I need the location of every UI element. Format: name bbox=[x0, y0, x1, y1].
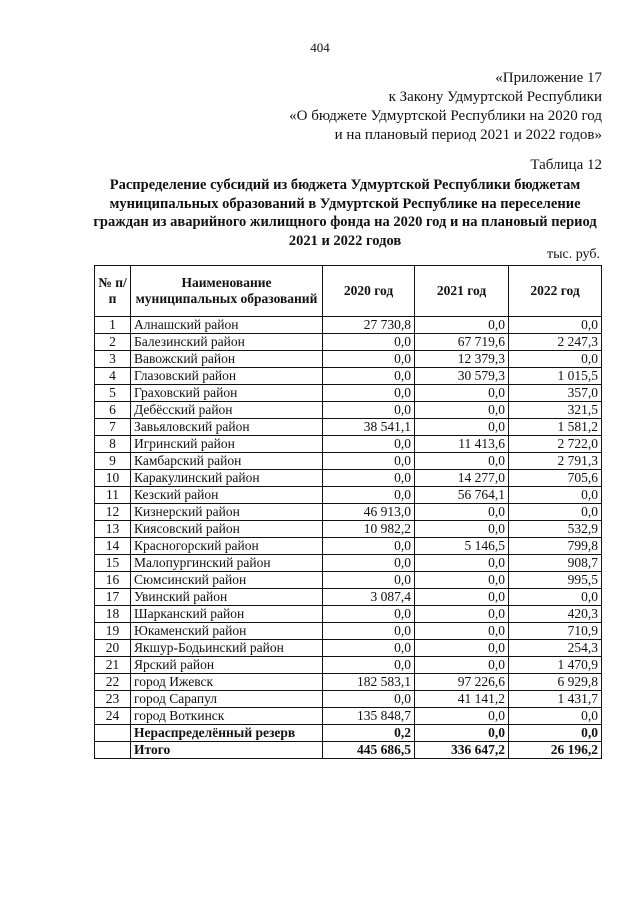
cell-2021: 0,0 bbox=[415, 657, 509, 674]
cell-2020: 0,0 bbox=[323, 351, 415, 368]
cell-2022: 1 015,5 bbox=[509, 368, 602, 385]
cell-2022: 254,3 bbox=[509, 640, 602, 657]
cell-municipality: Красногорский район bbox=[131, 538, 323, 555]
cell-municipality: Дебёсский район bbox=[131, 402, 323, 419]
cell-2021: 12 379,3 bbox=[415, 351, 509, 368]
total-2022: 26 196,2 bbox=[509, 742, 602, 759]
cell-num: 9 bbox=[95, 453, 131, 470]
cell-2021: 0,0 bbox=[415, 589, 509, 606]
cell-num: 21 bbox=[95, 657, 131, 674]
table-row bbox=[95, 368, 602, 385]
table-row bbox=[95, 470, 602, 487]
cell-2022: 0,0 bbox=[509, 317, 602, 334]
appendix-line: к Закону Удмуртской Республики bbox=[388, 89, 602, 105]
cell-municipality: Малопургинский район bbox=[131, 555, 323, 572]
cell-2020: 0,0 bbox=[323, 436, 415, 453]
cell-2022: 0,0 bbox=[509, 504, 602, 521]
cell-2022: 1 581,2 bbox=[509, 419, 602, 436]
cell-municipality: Юкаменский район bbox=[131, 623, 323, 640]
cell-2020: 0,0 bbox=[323, 368, 415, 385]
cell-2020: 0,0 bbox=[323, 538, 415, 555]
cell-2022: 0,0 bbox=[509, 708, 602, 725]
cell-2020: 0,0 bbox=[323, 623, 415, 640]
cell-2021: 0,0 bbox=[415, 402, 509, 419]
cell-2020: 3 087,4 bbox=[323, 589, 415, 606]
cell-num: 16 bbox=[95, 572, 131, 589]
cell-municipality: Киясовский район bbox=[131, 521, 323, 538]
cell-2022: 705,6 bbox=[509, 470, 602, 487]
cell-2021: 0,0 bbox=[415, 623, 509, 640]
cell-2020: 0,0 bbox=[323, 640, 415, 657]
cell-2022: 710,9 bbox=[509, 623, 602, 640]
cell-2021: 11 413,6 bbox=[415, 436, 509, 453]
cell-2022: 357,0 bbox=[509, 385, 602, 402]
cell-2022: 420,3 bbox=[509, 606, 602, 623]
cell-num: 24 bbox=[95, 708, 131, 725]
cell-2021: 0,0 bbox=[415, 572, 509, 589]
reserve-2022: 0,0 bbox=[509, 725, 602, 742]
total-2021: 336 647,2 bbox=[415, 742, 509, 759]
reserve-num-cell bbox=[95, 725, 131, 742]
cell-2021: 41 141,2 bbox=[415, 691, 509, 708]
table-row bbox=[95, 504, 602, 521]
cell-2020: 46 913,0 bbox=[323, 504, 415, 521]
cell-2021: 30 579,3 bbox=[415, 368, 509, 385]
table-row bbox=[95, 351, 602, 368]
cell-num: 17 bbox=[95, 589, 131, 606]
cell-2022: 0,0 bbox=[509, 351, 602, 368]
cell-num: 13 bbox=[95, 521, 131, 538]
cell-num: 3 bbox=[95, 351, 131, 368]
cell-2022: 908,7 bbox=[509, 555, 602, 572]
cell-2022: 6 929,8 bbox=[509, 674, 602, 691]
cell-2020: 0,0 bbox=[323, 555, 415, 572]
cell-num: 15 bbox=[95, 555, 131, 572]
table-row bbox=[95, 402, 602, 419]
appendix-line: «О бюджете Удмуртской Республики на 2020 год bbox=[289, 108, 602, 124]
cell-2021: 0,0 bbox=[415, 555, 509, 572]
cell-num: 7 bbox=[95, 419, 131, 436]
cell-municipality: Игринский район bbox=[131, 436, 323, 453]
cell-municipality: город Сарапул bbox=[131, 691, 323, 708]
cell-2020: 0,0 bbox=[323, 487, 415, 504]
table-row bbox=[95, 623, 602, 640]
cell-2022: 799,8 bbox=[509, 538, 602, 555]
cell-municipality: Кизнерский район bbox=[131, 504, 323, 521]
units-label: тыс. руб. bbox=[547, 247, 600, 262]
total-num-cell bbox=[95, 742, 131, 759]
cell-municipality: город Ижевск bbox=[131, 674, 323, 691]
cell-municipality: Кезский район bbox=[131, 487, 323, 504]
cell-num: 18 bbox=[95, 606, 131, 623]
reserve-2021: 0,0 bbox=[415, 725, 509, 742]
cell-municipality: Завьяловский район bbox=[131, 419, 323, 436]
cell-2020: 0,0 bbox=[323, 385, 415, 402]
cell-num: 8 bbox=[95, 436, 131, 453]
table-row bbox=[95, 657, 602, 674]
cell-2020: 0,0 bbox=[323, 657, 415, 674]
table-row bbox=[95, 453, 602, 470]
cell-2022: 532,9 bbox=[509, 521, 602, 538]
cell-municipality: город Воткинск bbox=[131, 708, 323, 725]
cell-municipality: Камбарский район bbox=[131, 453, 323, 470]
cell-num: 4 bbox=[95, 368, 131, 385]
table-row bbox=[95, 589, 602, 606]
table-row bbox=[95, 674, 602, 691]
cell-2020: 135 848,7 bbox=[323, 708, 415, 725]
header-2020: 2020 год bbox=[323, 266, 415, 317]
table-row bbox=[95, 487, 602, 504]
cell-municipality: Каракулинский район bbox=[131, 470, 323, 487]
cell-municipality: Балезинский район bbox=[131, 334, 323, 351]
cell-num: 22 bbox=[95, 674, 131, 691]
cell-2021: 97 226,6 bbox=[415, 674, 509, 691]
table-row bbox=[95, 538, 602, 555]
table-row bbox=[95, 419, 602, 436]
header-num: № п/п bbox=[95, 266, 131, 317]
header-2021: 2021 год bbox=[415, 266, 509, 317]
table-row bbox=[95, 334, 602, 351]
cell-num: 1 bbox=[95, 317, 131, 334]
cell-2020: 10 982,2 bbox=[323, 521, 415, 538]
page-number: 404 bbox=[310, 40, 330, 55]
cell-municipality: Увинский район bbox=[131, 589, 323, 606]
cell-2021: 56 764,1 bbox=[415, 487, 509, 504]
cell-2022: 2 722,0 bbox=[509, 436, 602, 453]
reserve-row bbox=[95, 725, 602, 742]
table-row bbox=[95, 606, 602, 623]
appendix-header bbox=[289, 69, 602, 145]
table-row bbox=[95, 640, 602, 657]
cell-2020: 0,0 bbox=[323, 453, 415, 470]
cell-2022: 995,5 bbox=[509, 572, 602, 589]
cell-municipality: Шарканский район bbox=[131, 606, 323, 623]
cell-2022: 2 791,3 bbox=[509, 453, 602, 470]
total-name: Итого bbox=[131, 742, 323, 759]
cell-num: 10 bbox=[95, 470, 131, 487]
cell-2020: 27 730,8 bbox=[323, 317, 415, 334]
table-row bbox=[95, 385, 602, 402]
cell-2020: 0,0 bbox=[323, 691, 415, 708]
table-header-row bbox=[95, 266, 602, 317]
cell-municipality: Вавожский район bbox=[131, 351, 323, 368]
reserve-2020: 0,2 bbox=[323, 725, 415, 742]
table-row bbox=[95, 555, 602, 572]
document-title: Распределение субсидий из бюджета Удмуртской Республики бюджетам муниципальных образований в Удмуртской Республике на переселение граждан из аварийного жилищного фонда на 2020 год и на плановый период 2021 и 2022 годов bbox=[93, 177, 597, 249]
cell-2022: 0,0 bbox=[509, 487, 602, 504]
header-name: Наименование муниципальных образований bbox=[131, 266, 323, 317]
table-body bbox=[95, 317, 602, 725]
cell-2022: 1 431,7 bbox=[509, 691, 602, 708]
total-row bbox=[95, 742, 602, 759]
cell-num: 23 bbox=[95, 691, 131, 708]
table-row bbox=[95, 521, 602, 538]
cell-municipality: Граховский район bbox=[131, 385, 323, 402]
table-row bbox=[95, 572, 602, 589]
table-row bbox=[95, 691, 602, 708]
cell-2021: 0,0 bbox=[415, 708, 509, 725]
cell-2020: 182 583,1 bbox=[323, 674, 415, 691]
subsidy-table bbox=[94, 265, 602, 759]
cell-num: 14 bbox=[95, 538, 131, 555]
cell-num: 12 bbox=[95, 504, 131, 521]
cell-2021: 0,0 bbox=[415, 317, 509, 334]
cell-2021: 0,0 bbox=[415, 521, 509, 538]
cell-2020: 0,0 bbox=[323, 470, 415, 487]
cell-2021: 0,0 bbox=[415, 419, 509, 436]
table-row bbox=[95, 317, 602, 334]
cell-2022: 0,0 bbox=[509, 589, 602, 606]
cell-num: 19 bbox=[95, 623, 131, 640]
cell-2021: 0,0 bbox=[415, 453, 509, 470]
table-row bbox=[95, 436, 602, 453]
cell-2021: 0,0 bbox=[415, 385, 509, 402]
cell-2020: 0,0 bbox=[323, 572, 415, 589]
header-2022: 2022 год bbox=[509, 266, 602, 317]
cell-num: 11 bbox=[95, 487, 131, 504]
cell-municipality: Ярский район bbox=[131, 657, 323, 674]
cell-num: 6 bbox=[95, 402, 131, 419]
cell-2022: 1 470,9 bbox=[509, 657, 602, 674]
cell-municipality: Глазовский район bbox=[131, 368, 323, 385]
appendix-line: «Приложение 17 bbox=[495, 70, 602, 86]
cell-num: 2 bbox=[95, 334, 131, 351]
cell-2021: 14 277,0 bbox=[415, 470, 509, 487]
appendix-line: и на плановый период 2021 и 2022 годов» bbox=[334, 127, 602, 143]
cell-2021: 5 146,5 bbox=[415, 538, 509, 555]
cell-2020: 0,0 bbox=[323, 606, 415, 623]
cell-num: 20 bbox=[95, 640, 131, 657]
cell-2021: 0,0 bbox=[415, 606, 509, 623]
cell-2021: 0,0 bbox=[415, 640, 509, 657]
table-row bbox=[95, 708, 602, 725]
cell-2020: 38 541,1 bbox=[323, 419, 415, 436]
total-2020: 445 686,5 bbox=[323, 742, 415, 759]
cell-2021: 0,0 bbox=[415, 504, 509, 521]
table-label: Таблица 12 bbox=[530, 157, 602, 173]
cell-municipality: Алнашский район bbox=[131, 317, 323, 334]
cell-num: 5 bbox=[95, 385, 131, 402]
cell-2020: 0,0 bbox=[323, 402, 415, 419]
cell-2022: 321,5 bbox=[509, 402, 602, 419]
cell-2021: 67 719,6 bbox=[415, 334, 509, 351]
cell-2020: 0,0 bbox=[323, 334, 415, 351]
reserve-name: Нераспределённый резерв bbox=[131, 725, 323, 742]
cell-municipality: Сюмсинский район bbox=[131, 572, 323, 589]
cell-municipality: Якшур-Бодьинский район bbox=[131, 640, 323, 657]
cell-2022: 2 247,3 bbox=[509, 334, 602, 351]
